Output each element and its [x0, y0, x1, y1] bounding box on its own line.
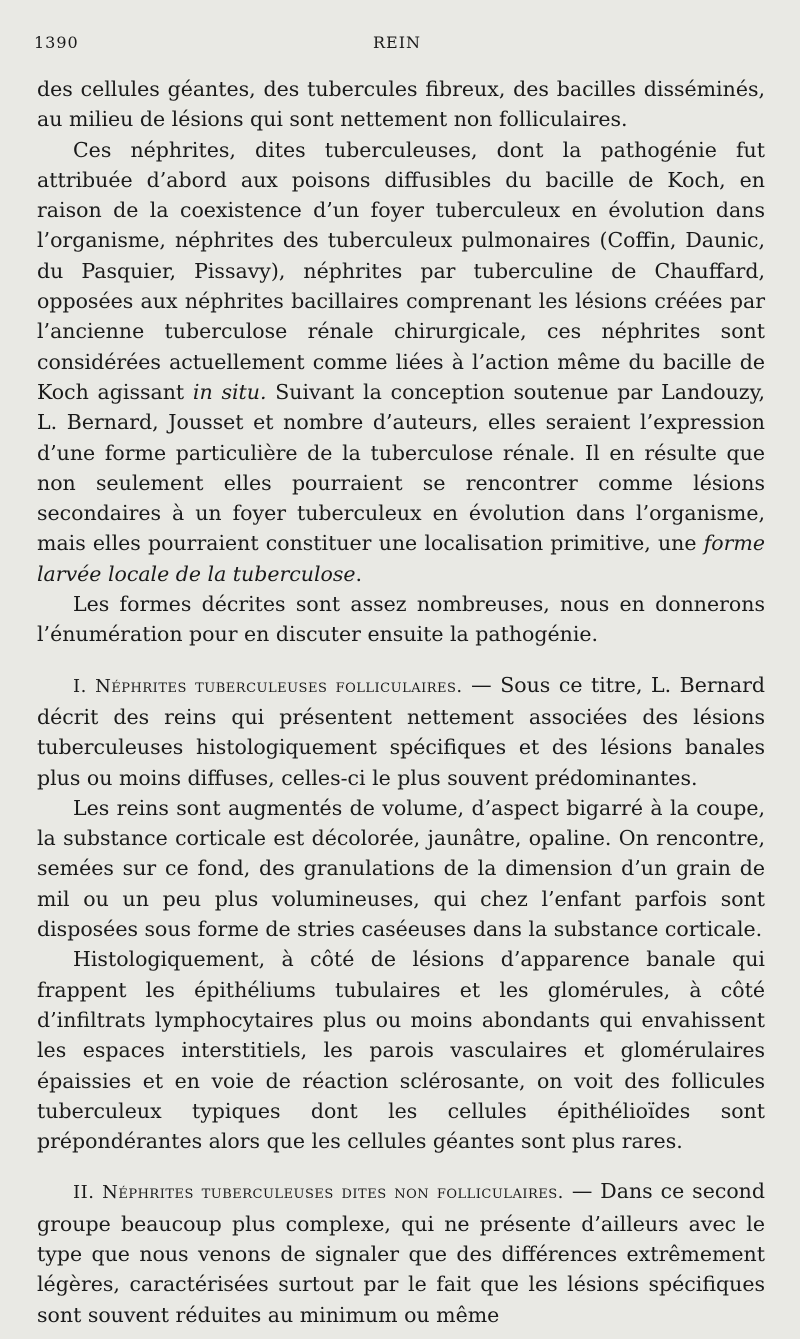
running-title: REIN	[372, 33, 422, 52]
paragraph-continuation: des cellules géantes, des tubercules fibreux, des bacilles disséminés, au milieu de lésions qui sont nettement non folliculaires.	[37, 77, 765, 132]
italic-run: forme larvée locale de la tuberculose	[37, 531, 765, 586]
paragraph-formes-decrites: Les formes décrites sont assez nombreuses, nous en donnerons l’énumération pour en discuter ensuite la pathogénie.	[37, 592, 765, 647]
text-run: Ces néphrites, dites tuberculeuses, dont la pathogénie fut attribuée d’abord aux poisons diffusibles du bacille de Koch, en raison de la coexistence d’un foyer tuberculeux en évolution dans l’organisme, néphrites des tuberculeux pulmonaires (Coffin, Daunic, du Pasquier, Pissavy), néphrites par tuberculine de Chauffard, opposées aux néphrites bacillaires comprenant les lésions créées par l’ancienne tuberculose rénale chirurgicale, ces néphrites sont considérées actuellement comme liées à l’action même du bacille de Koch agissant	[37, 137, 765, 404]
text-run: .	[355, 561, 363, 586]
paragraph-histologie: Histologiquement, à côté de lésions d’apparence banale qui frappent les épithéliums tubulaires et les glomérules, à côté d’infiltrats lymphocytaires plus ou moins abondants qui envahissent les espaces interstitiels, les parois vasculaires et glomérulaires épaissies et en voie de réaction sclérosante, on voit des follicules tuberculeux typiques dont les cellules épithélioïdes sont prépondérantes alors que les cellules géantes sont plus rares.	[37, 947, 765, 1154]
body-text	[37, 74, 765, 1330]
text-run: Suivant la conception soutenue par Landouzy, L. Bernard, Jousset et nombre d’auteurs, elles seraient l’expression d’une forme particulière de la tuberculose rénale. Il en résulte que non seulement elles pourraient se rencontrer comme lésions secondaires à un foyer tuberculeux en évolution dans l’organisme, mais elles pourraient constituer une localisation primitive, une	[37, 379, 765, 556]
paragraph-nephrites-definition	[37, 135, 765, 589]
section-folliculaires	[37, 670, 765, 793]
section-heading: II. Néphrites tuberculeuses dites non folliculaires.	[73, 1182, 564, 1204]
italic-run: in situ.	[192, 379, 267, 404]
text-run: — Dans ce second groupe beaucoup plus complexe, qui ne présente d’ailleurs avec le type que nous venons de signaler que des différences extrêmement légères, caractérisées surtout par le fait que les lésions spécifiques sont souvent réduites au minimum ou même	[37, 1179, 765, 1327]
page-header	[34, 33, 760, 57]
section-non-folliculaires	[37, 1176, 765, 1329]
page-number: 1390	[34, 33, 79, 52]
section-heading: I. Néphrites tuberculeuses folliculaires.	[73, 675, 463, 697]
text-run: — Sous ce titre, L. Bernard décrit des reins qui présentent nettement associées des lésions tuberculeuses histologiquement spécifiques et des lésions banales plus ou moins diffuses, celles-ci le plus souvent prédominantes.	[37, 672, 765, 790]
paragraph-reins: Les reins sont augmentés de volume, d’aspect bigarré à la coupe, la substance corticale est décolorée, jaunâtre, opaline. On rencontre, semées sur ce fond, des granulations de la dimension d’un grain de mil ou un peu plus volumineuses, qui chez l’enfant parfois sont disposées sous forme de stries caséeuses dans la substance corticale.	[37, 795, 765, 942]
